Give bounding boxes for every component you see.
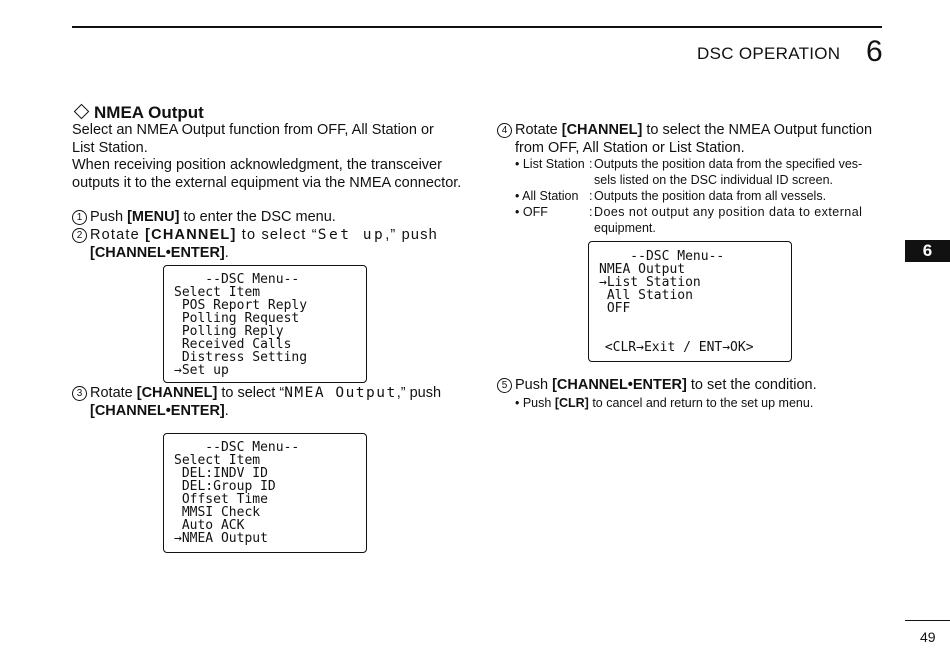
lcd-line: POS Report Reply xyxy=(174,298,308,313)
lcd-line: <CLR→Exit / ENT→OK> xyxy=(597,340,754,355)
lcd-line: --DSC Menu-- xyxy=(174,272,300,287)
step-text: . xyxy=(224,244,229,261)
lcd-line: DEL:INDV ID xyxy=(174,466,268,481)
diamond-icon xyxy=(74,104,90,120)
option-off xyxy=(515,204,885,236)
chapter-number: 6 xyxy=(866,35,883,68)
option-term: • OFF xyxy=(515,205,548,219)
option-all-station xyxy=(515,188,885,204)
key-channel-enter: [CHANNEL•ENTER] xyxy=(552,377,687,393)
lcd-line: Select Item xyxy=(174,453,261,468)
footer-rule xyxy=(905,620,950,621)
intro-line: Select an NMEA Output function from OFF, All Station or xyxy=(72,122,434,138)
lcd-line: →NMEA Output xyxy=(174,531,268,546)
lcd-screen-2 xyxy=(163,433,367,553)
lcd-line: All Station xyxy=(599,288,693,303)
intro-line: outputs it to the external equipment via the NMEA connector. xyxy=(72,174,462,191)
lcd-text: Set up xyxy=(317,227,386,243)
lcd-text: NMEA Output xyxy=(284,385,397,401)
lcd-line: Polling Reply xyxy=(174,324,284,339)
step-number: 3 xyxy=(72,386,87,401)
option-separator: : xyxy=(589,189,593,203)
step-text: to select “ xyxy=(236,227,318,243)
lcd-line: DEL:Group ID xyxy=(174,479,276,494)
step-text: to select the NMEA Output function xyxy=(642,122,873,138)
key-menu: [MENU] xyxy=(127,209,180,225)
key-channel-enter: [CHANNEL•ENTER] xyxy=(90,402,225,419)
step-3 xyxy=(72,385,462,420)
step-text: Rotate xyxy=(90,227,146,243)
option-list xyxy=(515,156,885,236)
page-number: 49 xyxy=(920,629,936,645)
option-desc: Outputs the position data from the specified ves- xyxy=(594,157,863,171)
lcd-line: OFF xyxy=(599,301,631,316)
lcd-line: →List Station xyxy=(599,275,701,290)
step-text: from OFF, All Station or List Station. xyxy=(515,139,745,156)
step-number: 1 xyxy=(72,210,87,225)
note-text: to cancel and return to the set up menu. xyxy=(588,396,814,410)
option-desc: equipment. xyxy=(594,221,656,235)
option-desc: Outputs the position data from all vessels. xyxy=(594,189,827,203)
header-rule xyxy=(72,26,882,28)
option-list-station xyxy=(515,156,885,188)
step-5-note xyxy=(515,395,813,411)
option-desc: Does not output any position data to external xyxy=(594,205,863,219)
step-number: 4 xyxy=(497,123,512,138)
option-separator: : xyxy=(589,157,593,171)
option-separator: : xyxy=(589,205,593,219)
step-5 xyxy=(497,377,887,395)
lcd-line: →Set up xyxy=(174,363,229,378)
key-clr: [CLR] xyxy=(554,396,589,410)
step-text: ,” push xyxy=(385,227,438,243)
step-number: 5 xyxy=(497,378,512,393)
step-number: 2 xyxy=(72,228,87,243)
lcd-line: Distress Setting xyxy=(174,350,308,365)
intro-line: List Station. xyxy=(72,139,148,156)
lcd-line: --DSC Menu-- xyxy=(174,440,300,455)
lcd-line: Offset Time xyxy=(174,492,268,507)
step-text: Rotate xyxy=(515,122,562,138)
lcd-line: Auto ACK xyxy=(174,518,245,533)
lcd-screen-3 xyxy=(588,241,792,362)
lcd-screen-1 xyxy=(163,265,367,383)
option-term: • All Station xyxy=(515,189,579,203)
step-4 xyxy=(497,122,887,157)
step-text: Push xyxy=(515,377,553,393)
key-channel-enter: [CHANNEL•ENTER] xyxy=(90,244,225,261)
key-channel: [CHANNEL] xyxy=(145,227,237,243)
key-channel: [CHANNEL] xyxy=(561,122,643,138)
lcd-line: MMSI Check xyxy=(174,505,261,520)
option-desc: sels listed on the DSC individual ID screen. xyxy=(594,173,834,187)
note-text: • Push xyxy=(515,396,555,410)
step-text: to enter the DSC menu. xyxy=(179,209,336,225)
section-heading xyxy=(72,103,204,123)
intro-paragraph xyxy=(72,122,462,192)
lcd-line: NMEA Output xyxy=(599,262,686,277)
lcd-line: --DSC Menu-- xyxy=(599,249,725,264)
lcd-line: Select Item xyxy=(174,285,261,300)
step-text: to select “ xyxy=(217,385,285,401)
step-text: ,” push xyxy=(396,385,442,401)
heading-text: NMEA Output xyxy=(94,103,204,122)
step-2 xyxy=(72,227,462,262)
step-1 xyxy=(72,209,336,227)
key-channel: [CHANNEL] xyxy=(136,385,218,401)
lcd-line: Received Calls xyxy=(174,337,292,352)
option-term: • List Station xyxy=(515,157,585,171)
step-text: Rotate xyxy=(90,385,137,401)
section-title: DSC OPERATION xyxy=(697,44,841,63)
chapter-side-tab: 6 xyxy=(905,240,950,262)
lcd-line: Polling Request xyxy=(174,311,300,326)
step-text: . xyxy=(224,402,229,419)
step-text: Push xyxy=(90,209,128,225)
step-text: to set the condition. xyxy=(686,377,817,393)
intro-line: When receiving position acknowledgment, the transceiver xyxy=(72,157,442,173)
